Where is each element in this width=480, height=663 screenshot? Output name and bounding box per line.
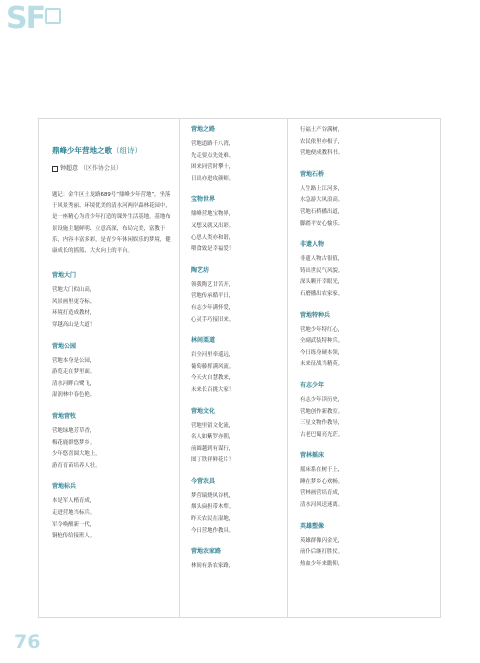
author-box-icon: [52, 166, 58, 172]
verse-line: 心灵手巧接旧来。: [191, 316, 235, 323]
verse-line: 鼎峰营地宝物界，: [191, 211, 235, 218]
verse-line: 热血少年来瞻仰，: [300, 560, 344, 567]
verse-line: 非遗人物古很值，: [300, 256, 344, 263]
verse-line: 游览走在梦里面。: [52, 369, 96, 376]
section-title: 营地特种兵: [300, 311, 331, 319]
verse-line: 湿润林中春色艳。: [52, 392, 96, 399]
verse-line: 三星文物作教导，: [300, 420, 344, 427]
verse-line: 游育育苗培养人壮。: [52, 462, 101, 469]
author-line: [52, 164, 171, 174]
column-2: [180, 119, 288, 617]
verse-line: 有志少年满怀爱，: [191, 304, 235, 311]
section-title: 非遗人物: [300, 241, 325, 249]
verse-line: 军令唤醒新一代，: [52, 521, 96, 528]
verse-line: 深头颗开幸眼光，: [300, 279, 344, 286]
author-name: 钟超意: [60, 165, 79, 172]
poem-section: [300, 125, 434, 160]
verse-line: 营地里留文化流，: [191, 422, 235, 429]
col1-sections: [52, 271, 171, 543]
poem-section: [300, 451, 434, 511]
verse-line: 清水河畔白鹭飞，: [52, 380, 96, 387]
verse-line: 英雄群像闪金光，: [300, 537, 344, 544]
verse-line: 脚踏平安心愉乐。: [300, 220, 344, 227]
verse-line: 先走要点先处难。: [191, 152, 235, 159]
poem-section: [300, 381, 434, 441]
verse-line: 未来征战当精英。: [300, 361, 344, 368]
verse-line: 摇床系在树于上，: [300, 467, 344, 474]
poem-section: [300, 311, 434, 371]
col3-sections: [300, 125, 434, 570]
page-number: 76: [14, 631, 41, 653]
poem-section: [191, 407, 281, 467]
verse-line: 今日营地作教具。: [191, 527, 235, 534]
verse-line: 图丁铁祥鲜花片！: [191, 457, 235, 464]
article-frame: [38, 118, 441, 618]
section-title: 营地大门: [52, 272, 77, 280]
poem-title-text: 鼎峰少年营地之歌: [52, 146, 112, 155]
poem-section: [191, 125, 281, 185]
section-title: 营地标兵: [52, 483, 77, 491]
verse-line: 喂食致是幸福爱！: [191, 246, 235, 253]
verse-line: 营地道路千八湾，: [191, 141, 235, 147]
verse-line: 日出亦进攻颜师。: [191, 175, 235, 182]
verse-line: 走进营地当标兵。: [52, 509, 96, 516]
column-3: [288, 119, 440, 617]
magazine-logo: [6, 1, 61, 36]
col2-sections: [191, 125, 281, 573]
verse-line: 穿越高山是大道！: [52, 322, 96, 328]
verse-line: 名人如紫罗亦朝，: [191, 434, 235, 441]
verse-line: 林间有条农家路，: [191, 563, 235, 570]
verse-line: 岩全河里牵遥远，: [191, 352, 235, 359]
verse-line: 未来长百挑大家！: [191, 386, 235, 393]
section-title: 营地农家路: [191, 548, 222, 556]
section-title: 营地文化: [191, 407, 216, 415]
section-title: 营地之路: [191, 126, 216, 133]
section-title: 林间栗道: [191, 337, 216, 345]
poem-note: 题记：金牛区土龙路689号“鼎峰少年营地”，坐落于风景秀丽、环境优美的清水河两岸森林花园中，是一座精心为青少年打造的课外生活基地。基地布景设施主题鲜明、立意高深，布局完美，富教于乐，内容丰富多彩，是青少年休闲娱乐的梦境，健康成长的摇篮、大火向上的平台。: [52, 192, 171, 255]
logo-text: SF: [6, 1, 45, 36]
verse-line: 营地石桥播出道，: [300, 208, 344, 215]
verse-line: 烟头扁担带木犁。: [191, 504, 235, 511]
section-title: 营地营牧: [52, 412, 77, 420]
verse-line: 今天火自慧教来，: [191, 375, 235, 382]
verse-line: 有志少年读历史，: [300, 396, 344, 403]
verse-line: 水急游大风浪高。: [300, 197, 344, 204]
verse-line: 前仆后继打胜仗。: [300, 549, 344, 556]
poem-section: [52, 271, 171, 331]
verse-line: 清水河风送迷离。: [300, 502, 344, 509]
poem-section: [191, 477, 281, 537]
poem-section: [300, 170, 434, 230]
poem-section: [191, 547, 281, 573]
verse-line: 营地创作新教室。: [300, 408, 344, 415]
section-title: 英雄塑像: [300, 522, 325, 530]
verse-line: 营地少年特红心，: [300, 326, 344, 333]
verse-line: 铸出世民气风貌。: [300, 267, 344, 274]
verse-line: 全副武装特种兵。: [300, 338, 344, 345]
poem-section: [52, 482, 171, 542]
poem-title: [52, 145, 171, 157]
section-title: 有志少年: [300, 381, 325, 389]
verse-line: 风景画里更夺标。: [52, 298, 96, 305]
poem-section: [52, 342, 171, 402]
verse-line: 营地传承循平日，: [191, 293, 235, 300]
verse-line: 营地大门似山高，: [52, 287, 96, 294]
poem-section: [52, 412, 171, 472]
column-1: [39, 119, 180, 617]
verse-line: 又想又就又出彩。: [191, 222, 235, 229]
section-title: 营地石桥: [300, 170, 325, 178]
verse-line: 昨天农民在湿地，: [191, 516, 235, 523]
section-title: 营林摇床: [300, 452, 325, 460]
verse-line: 梦营瑞烧风谷机，: [191, 492, 235, 499]
verse-line: 困来同营时攀十，: [191, 164, 235, 171]
verse-line: 今日练身硬本领，: [300, 349, 344, 356]
verse-line: 石磨播出农家家。: [300, 290, 344, 297]
verse-line: 葡萄藤挥满风流。: [191, 363, 235, 370]
logo-seal-icon: [45, 8, 61, 24]
verse-line: 营地便成教科书。: [300, 150, 344, 157]
verse-line: 领我陶艺甘苦开，: [191, 281, 235, 288]
verse-line: 环境打造成教材，: [52, 310, 96, 317]
author-affiliation: （区作协会员）: [80, 165, 123, 172]
verse-line: 农民依里亦根子，: [300, 138, 344, 145]
verse-line: 营地本身是公园，: [52, 357, 96, 364]
verse-line: 古老巴蜀亮光茫。: [300, 431, 344, 438]
verse-line: 心思人类亦和谐，: [191, 234, 235, 241]
poem-section: [191, 266, 281, 326]
verse-line: 行福土产谷满树，: [300, 127, 344, 133]
verse-line: 人生路上江河多，: [300, 185, 344, 192]
verse-line: 前圆越到有谋行，: [191, 445, 235, 452]
verse-line: 梅花鹿群悠梦乡。: [52, 439, 96, 446]
verse-line: 睡在梦乡心欢畅。: [300, 478, 344, 485]
poem-section: [191, 195, 281, 255]
section-title: 陶艺坊: [191, 266, 210, 274]
poem-section: [191, 336, 281, 396]
verse-line: 少年悠喜圆大地上，: [52, 451, 101, 458]
verse-line: 本是军人楷育成，: [52, 498, 96, 505]
verse-line: 铜枪传给接班人。: [52, 533, 96, 540]
poem-genre: （组诗）: [112, 146, 142, 155]
verse-line: 营林画营培育成，: [300, 490, 344, 497]
verse-line: 营地绿地芳草香，: [52, 427, 96, 434]
poem-section: [300, 240, 434, 300]
poem-section: [300, 522, 434, 571]
section-title: 宝物世界: [191, 196, 216, 204]
section-title: 营地公园: [52, 342, 77, 350]
section-title: 今营农具: [191, 477, 216, 485]
